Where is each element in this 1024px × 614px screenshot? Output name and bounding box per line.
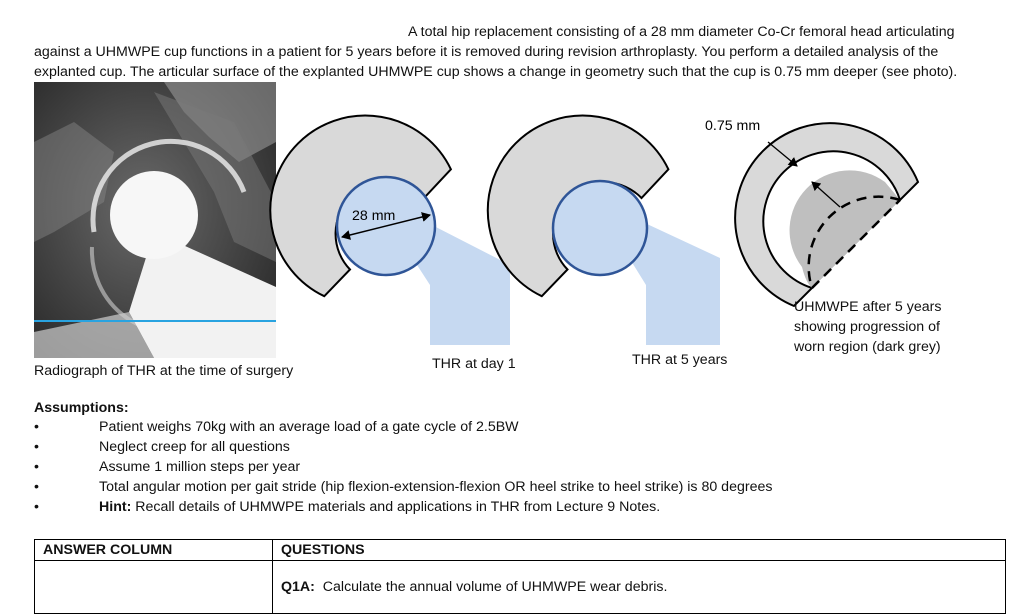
assumption-text: Patient weighs 70kg with an average load of a gate cycle of 2.5BW bbox=[99, 419, 519, 435]
assumption-item bbox=[34, 417, 1014, 437]
worn-cup-diagram bbox=[705, 118, 918, 306]
worn-caption-line-2: showing progression of bbox=[794, 319, 940, 335]
assumption-item bbox=[34, 497, 1014, 517]
hint-body: Recall details of UHMWPE materials and applications in THR from Lecture 9 Notes. bbox=[131, 499, 661, 515]
problem-statement bbox=[34, 22, 1009, 82]
worn-caption-line-3: worn region (dark grey) bbox=[794, 339, 941, 355]
question-label: Q1A: bbox=[281, 579, 315, 595]
questions-column-header: QUESTIONS bbox=[273, 540, 1006, 561]
assumption-text: Neglect creep for all questions bbox=[99, 439, 290, 455]
bullet: • bbox=[34, 419, 39, 435]
assumption-item bbox=[34, 437, 1014, 457]
bullet: • bbox=[34, 439, 39, 455]
intro-line-2: against a UHMWPE cup functions in a patient for 5 years before it is removed during revision arthroplasty. You perform a detailed analysis of the bbox=[34, 44, 939, 60]
intro-line-3: explanted cup. The articular surface of the explanted UHMWPE cup shows a change in geometry such that the cup is 0.75 mm deeper (see photo). bbox=[34, 64, 958, 80]
table-row bbox=[35, 561, 1006, 614]
answer-cell[interactable] bbox=[35, 561, 273, 614]
thr-day1-diagram bbox=[270, 116, 510, 345]
wear-label: 0.75 mm bbox=[705, 118, 761, 134]
table-header-row bbox=[35, 540, 1006, 561]
worn-caption bbox=[794, 297, 941, 357]
assumption-text: Assume 1 million steps per year bbox=[99, 459, 301, 475]
hint-text bbox=[99, 497, 660, 517]
question-text: Calculate the annual volume of UHMWPE wear debris. bbox=[314, 579, 668, 595]
hint-label: Hint: bbox=[99, 499, 132, 515]
assumption-item bbox=[34, 477, 1014, 497]
bullet: • bbox=[34, 499, 39, 515]
thr-5yr-diagram bbox=[488, 116, 720, 345]
answer-question-table bbox=[34, 539, 1006, 614]
question-cell bbox=[273, 561, 1006, 614]
worn-caption-line-1: UHMWPE after 5 years bbox=[794, 299, 942, 315]
assumption-item bbox=[34, 457, 1014, 477]
assumptions-heading: Assumptions: bbox=[34, 400, 129, 416]
bullet: • bbox=[34, 459, 39, 475]
year5-caption: THR at 5 years bbox=[632, 352, 728, 368]
day1-caption: THR at day 1 bbox=[432, 356, 516, 372]
intro-line-1: A total hip replacement consisting of a 28 mm diameter Co-Cr femoral head articulating bbox=[408, 24, 955, 40]
worn-region-light bbox=[790, 170, 900, 288]
assumptions-section bbox=[34, 400, 1014, 517]
answer-column-header: ANSWER COLUMN bbox=[35, 540, 273, 561]
radiograph-caption: Radiograph of THR at the time of surgery bbox=[34, 363, 294, 379]
assumption-text: Total angular motion per gait stride (hip flexion-extension-flexion OR heel strike to heel strike) is 80 degrees bbox=[99, 479, 773, 495]
bullet: • bbox=[34, 479, 39, 495]
femoral-head bbox=[553, 181, 647, 275]
diameter-label: 28 mm bbox=[352, 208, 396, 224]
